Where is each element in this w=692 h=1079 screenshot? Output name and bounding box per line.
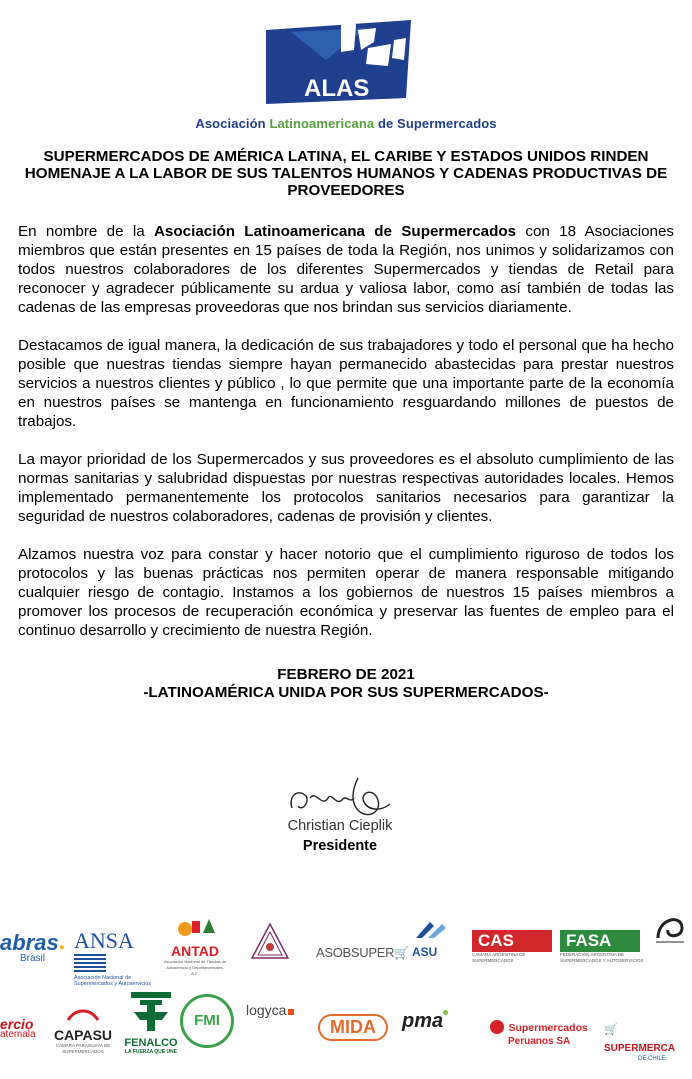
logo-capasu: CAPASU CÁMARA PARAGUAYA DE SUPERMERCADOS bbox=[46, 1008, 120, 1055]
association-name: Asociación Latinoamericana de Supermercados bbox=[153, 223, 517, 240]
logo-supermercados-chile: 🛒 SUPERMERCA DE CHILE bbox=[604, 1024, 676, 1062]
antad-shapes-icon bbox=[175, 916, 215, 938]
paragraph-4: Alzamos nuestra voz para constar y hacer notorio que el cumplimiento riguroso de todos los protocolos y las buenas prácticas nos permiten operar de manera responsable mitigando cualquier riesgo de contagio. Instamos a los gobiernos de nuestros 15 países miembros a promover los procesos de recuperación económica y preservar las fuentes de empleo para el continuo desarrollo y crecimiento de nuestra Región. bbox=[18, 546, 674, 639]
signer-title: Presidente bbox=[302, 838, 378, 854]
logo-guatemala-commerce: ercio atemala bbox=[0, 1016, 36, 1040]
logo-triangle-association bbox=[250, 922, 294, 967]
alas-logo-mark bbox=[266, 20, 431, 108]
logo-abras: abras● Brasil bbox=[0, 930, 65, 964]
org-name: Asociación Latinoamericana de Supermercados bbox=[195, 116, 497, 131]
signer-name: Christian Cieplik bbox=[287, 818, 393, 834]
member-logos-row-2 bbox=[0, 990, 692, 1060]
logo-logyca: logyca bbox=[246, 1002, 294, 1020]
logo-mida: MIDA bbox=[318, 1014, 388, 1041]
fenalco-emblem-icon bbox=[126, 990, 176, 1032]
paragraph-3: La mayor prioridad de los Supermercados y sus proveedores es el absoluto cumplimiento de las normas sanitarias y salubridad dispuestas por nuestras respectivas autoridades locales. Hemos implementado permanentemente los protocolos sanitarios necesarios para garantizar la seguridad de nuestros colaboradores, cadenas de provisión y clientes. bbox=[18, 451, 674, 525]
logo-fmi: FMI bbox=[180, 994, 234, 1048]
logo-cas: CAS CÁMARA ARGENTINA DE SUPERMERCADOS bbox=[472, 930, 556, 964]
asu-swoosh-icon bbox=[412, 920, 452, 940]
alas-logo-text: ALAS bbox=[304, 75, 370, 102]
logo-ansa: ANSA Asociación Nacional de Supermercados y Autoservicios bbox=[74, 928, 152, 987]
paragraph-1: En nombre de la Asociación Latinoamericana de Supermercados con 18 Asociaciones miembros que están presentes en 15 países de toda la Región, nos unimos y solidarizamos con todos nuestros colaboradores de los diferentes Supermercados y tiendas de Retail para reconocer y agradecer públicamente su ardua y valiosa labor, como así también de todas las cadenas de las empresas proveedoras que nos brindan sus servicios diariamente. bbox=[18, 223, 675, 316]
logo-supermercados-peruanos: Supermercados Peruanos SA bbox=[490, 1018, 600, 1047]
logo-fasa: FASA FEDERACIÓN ARGENTINA DE SUPERMERCADOS Y AUTOSERVICIOS bbox=[560, 931, 644, 963]
logo-antad: ANTAD Asociación Nacional de Tiendas de Autoservicio y Departamentales, A.C. bbox=[162, 916, 228, 977]
letter-body bbox=[18, 222, 674, 659]
closing-motto: -LATINOAMÉRICA UNIDA POR SUS SUPERMERCADOS- bbox=[143, 684, 549, 701]
logo-asobsuper: ASOBSUPER🛒 bbox=[316, 945, 410, 960]
logo-asu: ASU bbox=[412, 920, 466, 959]
ansa-stripes-icon bbox=[74, 954, 106, 972]
tomato-icon bbox=[490, 1020, 504, 1034]
shopping-cart-icon: 🛒 bbox=[394, 946, 410, 960]
cart-icon: 🛒 bbox=[604, 1024, 618, 1036]
logo-costa-rica-chamber bbox=[654, 908, 690, 953]
handwritten-signature bbox=[280, 768, 400, 823]
logo-pma: pma bbox=[402, 1010, 448, 1033]
paragraph-2: Destacamos de igual manera, la dedicación de sus trabajadores y todo el personal que ha hecho posible que nuestras tiendas siempre hayan permanecido abastecidas para prestar nuestros servicios a nuestros clientes y público , lo que permite que una importante parte de la economía en nuestros países se mantenga en funcionamiento resguardando millones de puestos de trabajos. bbox=[18, 337, 674, 430]
member-logos-row-1 bbox=[0, 900, 692, 987]
closing bbox=[18, 666, 674, 702]
capasu-arc-icon bbox=[66, 1008, 100, 1022]
logo-fenalco: FENALCO LA FUERZA QUE UNE bbox=[120, 990, 182, 1055]
triangle-logo-icon bbox=[250, 922, 290, 962]
alas-logo bbox=[186, 20, 506, 135]
headline: SUPERMERCADOS DE AMÉRICA LATINA, EL CARIBE Y ESTADOS UNIDOS RINDEN HOMENAJE A LA LABOR DE SUS TALENTOS HUMANOS Y CADENAS PRODUCTIVAS DE PROVEEDORES bbox=[24, 148, 668, 199]
closing-date: FEBRERO DE 2021 bbox=[277, 666, 415, 683]
chamber-swirl-icon bbox=[654, 908, 686, 948]
